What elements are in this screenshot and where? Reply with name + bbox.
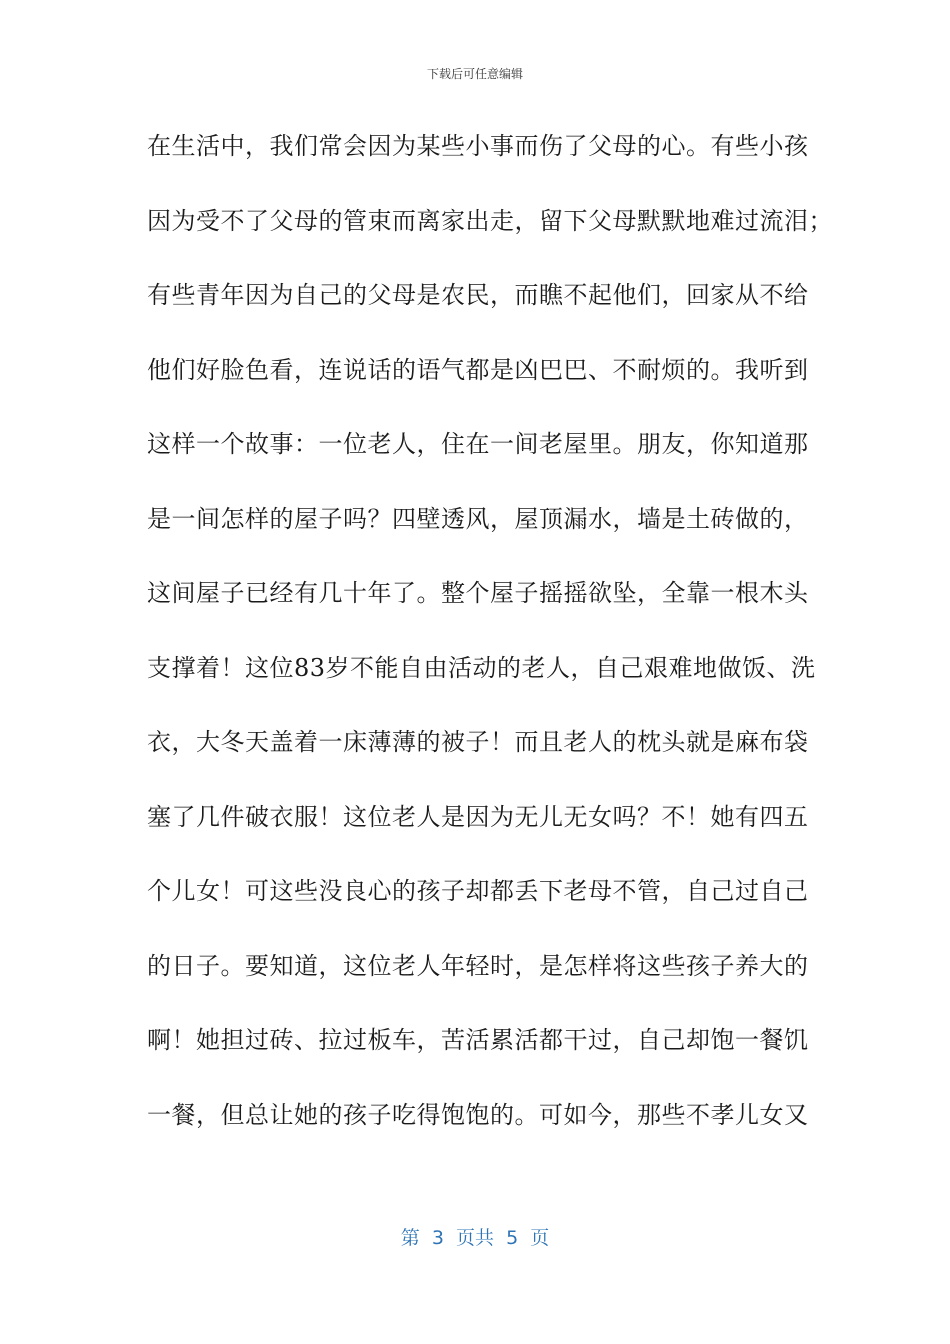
body-text — [147, 124, 833, 1167]
text-line: 衣，大冬天盖着一床薄薄的被子！而且老人的枕头就是麻布袋 — [147, 728, 809, 756]
text-line: 有些青年因为自己的父母是农民，而瞧不起他们，回家从不给 — [147, 281, 809, 309]
page-header: 下载后可任意编辑 — [426, 67, 523, 81]
text-line: 的日子。要知道，这位老人年轻时，是怎样将这些孩子养大的 — [147, 951, 809, 980]
text-line: 啊！她担过砖、拉过板车，苦活累活都干过，自己却饱一餐饥 — [147, 1026, 809, 1054]
text-line: 他们好脸色看，连说话的语气都是凶巴巴、不耐烦的。我听到 — [147, 355, 809, 384]
text-line: 这间屋子已经有几十年了。整个屋子摇摇欲坠，全靠一根木头 — [147, 579, 809, 607]
text-line: 一餐，但总让她的孩子吃得饱饱的。可如今，那些不孝儿女又 — [147, 1100, 809, 1129]
text-line: 在生活中，我们常会因为某些小事而伤了父母的心。有些小孩 — [147, 132, 809, 160]
text-line: 是一间怎样的屋子吗？四壁透风，屋顶漏水，墙是土砖做的， — [147, 504, 809, 533]
text-line: 个儿女！可这些没良心的孩子却都丢下老母不管，自己过自己 — [147, 877, 809, 905]
text-line: 这样一个故事：一位老人，住在一间老屋里。朋友，你知道那 — [147, 430, 809, 458]
text-line: 因为受不了父母的管束而离家出走，留下父母默默地难过流泪； — [147, 206, 833, 235]
page-number-footer: 第 3 页共 5 页 — [400, 1227, 550, 1249]
text-line: 支撑着！这位83岁不能自由活动的老人，自己艰难地做饭、洗 — [147, 653, 816, 682]
text-line: 塞了几件破衣服！这位老人是因为无儿无女吗？不！她有四五 — [147, 802, 809, 831]
